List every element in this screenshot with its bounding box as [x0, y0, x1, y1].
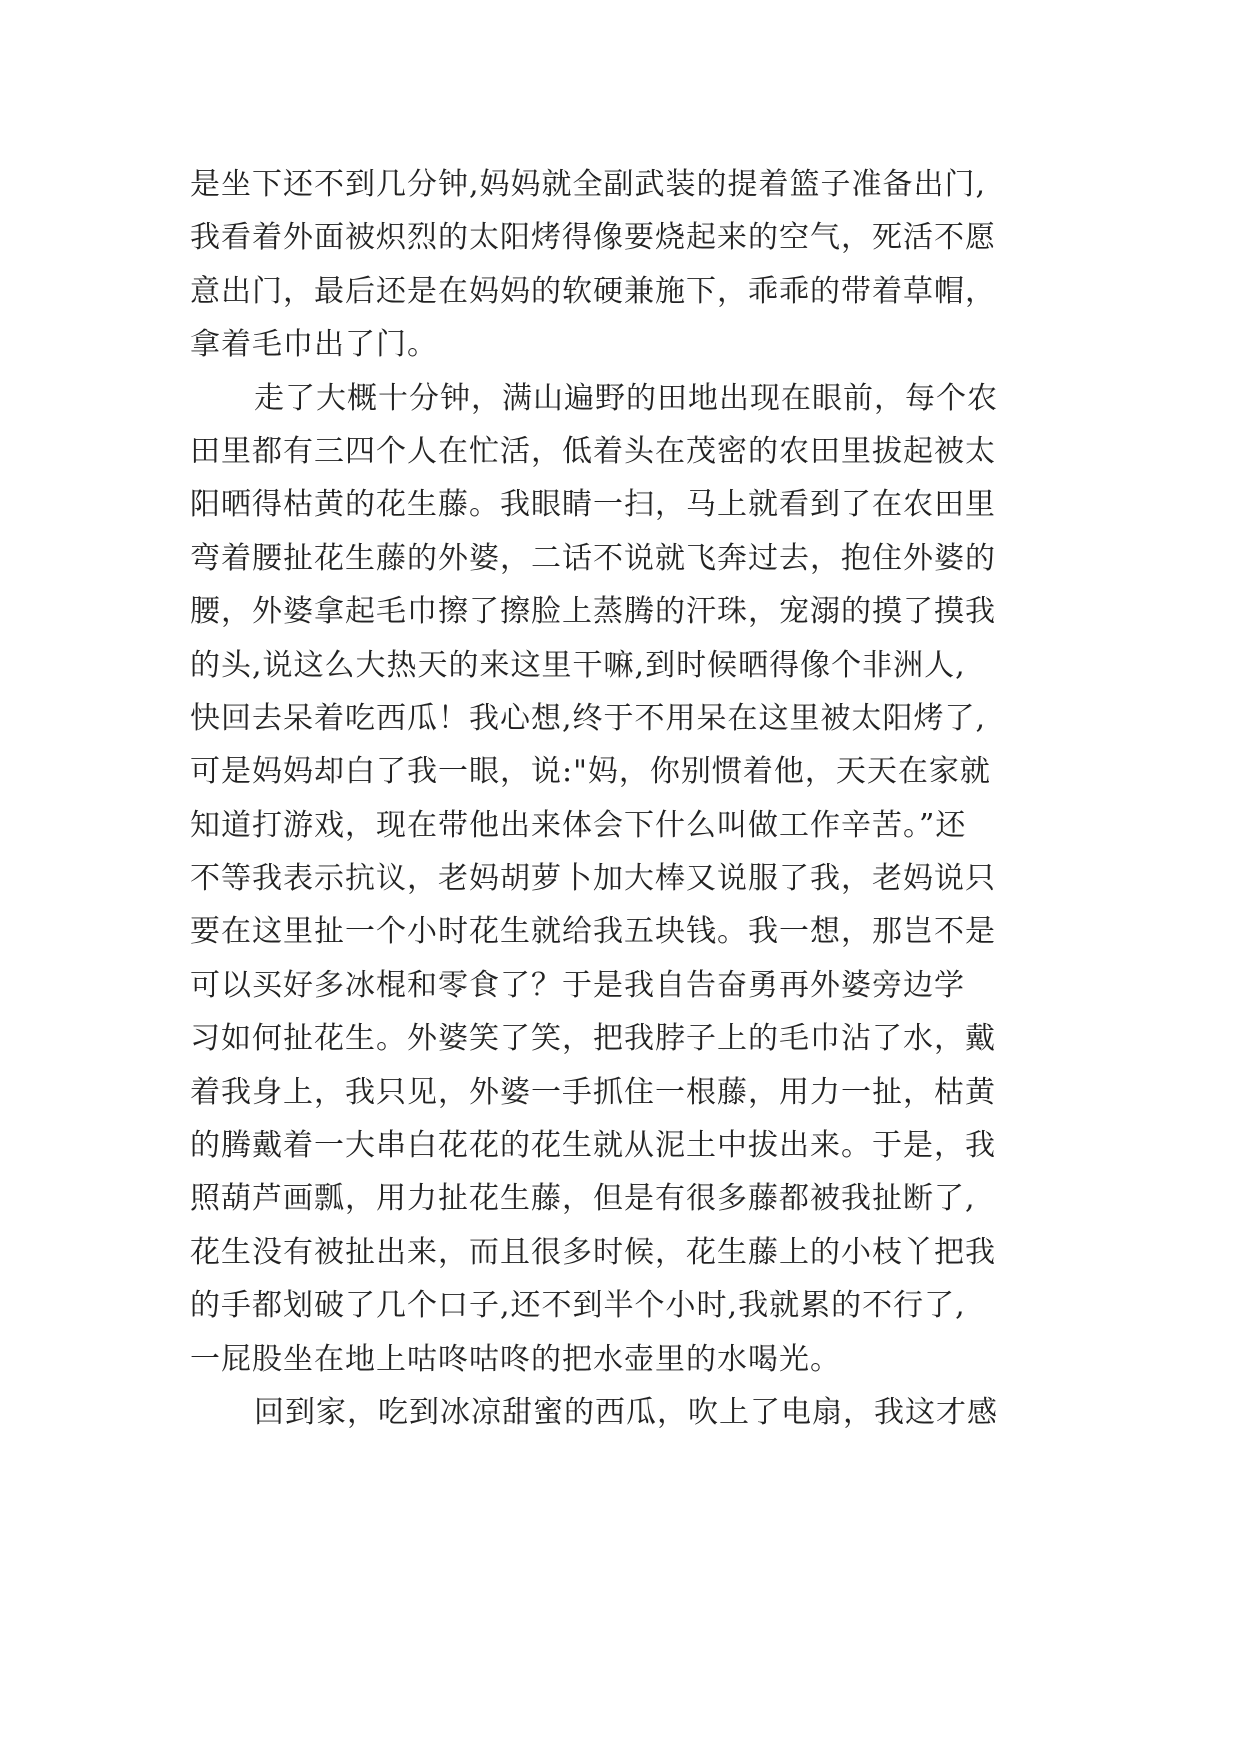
text-line: 拿着毛巾出了门。: [190, 327, 438, 363]
text-line: 快回去呆着吃西瓜！我心想,终于不用呆在这里被太阳烤了,: [190, 700, 987, 736]
text-line: 照葫芦画瓢，用力扯花生藤，但是有很多藤都被我扯断了,: [190, 1181, 976, 1217]
text-line: 田里都有三四个人在忙活，低着头在茂密的农田里拔起被太: [190, 433, 996, 469]
text-line: 弯着腰扯花生藤的外婆，二话不说就飞奔过去，抱住外婆的: [190, 540, 996, 576]
text-line: 的手都划破了几个口子,还不到半个小时,我就累的不行了,: [190, 1288, 966, 1324]
essay-body: [190, 158, 1090, 1439]
text-line: 要在这里扯一个小时花生就给我五块钱。我一想，那岂不是: [190, 914, 996, 950]
text-line: 知道打游戏，现在带他出来体会下什么叫做工作辛苦。”还: [190, 807, 967, 843]
text-line: 着我身上，我只见，外婆一手抓住一根藤，用力一扯，枯黄: [190, 1074, 996, 1110]
text-line: 可以买好多冰棍和零食了？于是我自告奋勇再外婆旁边学: [190, 967, 965, 1003]
text-line: 是坐下还不到几分钟,妈妈就全副武装的提着篮子准备出门,: [190, 167, 987, 202]
text-line: 阳晒得枯黄的花生藤。我眼睛一扫，马上就看到了在农田里: [190, 487, 996, 523]
text-line: 一屁股坐在地上咕咚咕咚的把水壶里的水喝光。: [190, 1341, 841, 1377]
text-line: 习如何扯花生。外婆笑了笑，把我脖子上的毛巾沾了水，戴: [190, 1021, 996, 1057]
text-line: 花生没有被扯出来，而且很多时候，花生藤上的小枝丫把我: [190, 1234, 996, 1270]
text-line: 不等我表示抗议，老妈胡萝卜加大棒又说服了我，老妈说只: [190, 861, 996, 897]
paragraph-start-line: 回到家，吃到冰凉甜蜜的西瓜，吹上了电扇，我这才感: [254, 1394, 998, 1430]
text-line: 意出门，最后还是在妈妈的软硬兼施下，乖乖的带着草帽，: [190, 273, 996, 309]
text-line: 的腾戴着一大串白花花的花生就从泥土中拔出来。于是，我: [190, 1128, 996, 1164]
text-line: 腰，外婆拿起毛巾擦了擦脸上蒸腾的汗珠，宠溺的摸了摸我: [190, 594, 996, 630]
text-line: 可是妈妈却白了我一眼，说:"妈，你别惯着他，天天在家就: [190, 754, 991, 790]
text-line: 的头,说这么大热天的来这里干嘛,到时候晒得像个非洲人,: [190, 647, 966, 683]
text-line: 我看着外面被炽烈的太阳烤得像要烧起来的空气，死活不愿: [190, 220, 996, 256]
paragraph-start-line: 走了大概十分钟，满山遍野的田地出现在眼前，每个农: [254, 380, 998, 416]
